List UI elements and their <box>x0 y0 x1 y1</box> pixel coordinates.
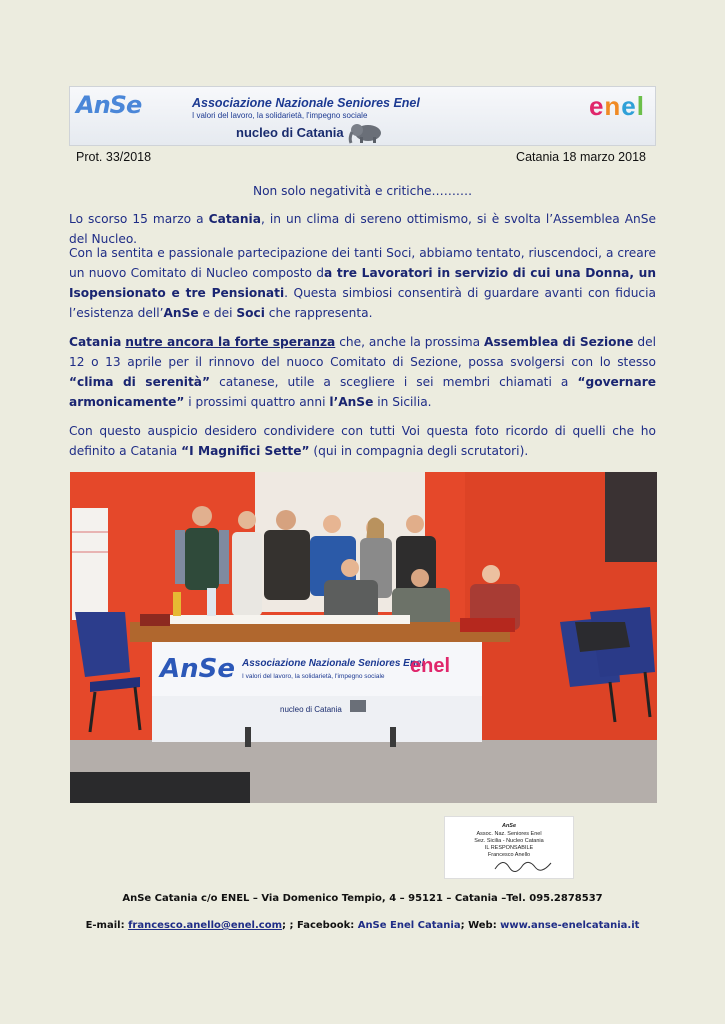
paragraph-2: Con la sentita e passionale partecipazione dei tanti Soci, abbiamo tentato, riuscendoci, a creare un nuovo Comitato di Nucleo composto da tre Lavoratori in servizio di cui una Donna, un Isopensionato e tre Pensionati. Questa simbiosi consentirà di guardare avanti con fiducia l’esistenza dell’AnSe e dei Soci che rappresenta. <box>69 246 656 320</box>
web-link[interactable]: www.anse-enelcatania.it <box>500 920 640 931</box>
signature-stamp: AnSe Assoc. Naz. Seniores Enel Sez. Sicilia - Nucleo Catania IL RESPONSABILE Francesco Anello <box>444 816 574 879</box>
header-banner <box>69 86 656 146</box>
photo-banner-subtitle: I valori del lavoro, la solidarietà, l'impegno sociale <box>242 673 385 680</box>
group-photo <box>70 472 657 803</box>
subject-line: Non solo negatività e critiche………. <box>252 184 472 198</box>
facebook-link[interactable]: AnSe Enel Catania <box>357 920 461 931</box>
photo-banner-enel: enel <box>410 655 451 677</box>
paragraph-3: Catania nutre ancora la forte speranza che, anche la prossima Assemblea di Sezione del 12 o 13 aprile per il rinnovo del nuoco Comitato di Sezione, possa svolgersi con lo stesso “clima di serenità” catanese, utile a scegliere i sei membri chiamati a “governare armonicamente” i prossimi quattro anni l’AnSe in Sicilia. <box>69 335 657 409</box>
photo-banner-name: Associazione Nazionale Seniores Enel <box>242 658 425 669</box>
elephant-icon <box>348 122 386 144</box>
protocol-number: Prot. 33/2018 <box>76 150 152 164</box>
group-photo-illustration <box>70 472 657 803</box>
signature-scribble <box>493 855 553 875</box>
letter-date: Catania 18 marzo 2018 <box>516 150 646 164</box>
paragraph-4: Con questo auspicio desidero condividere con tutti Voi questa foto ricordo di quelli che ho definito a Catania “I Magnifici Sette” (qui in compagnia degli scrutatori). <box>69 424 656 458</box>
footer-address: AnSe Catania c/o ENEL – Via Domenico Tempio, 4 – 95121 – Catania –Tel. 095.2878537 <box>122 893 603 904</box>
association-name: Associazione Nazionale Seniores Enel <box>192 96 420 110</box>
photo-banner-logo: AnSe <box>160 654 235 684</box>
anse-logo: AnSe <box>76 91 142 119</box>
enel-logo: enel <box>588 91 645 121</box>
email-link[interactable]: francesco.anello@enel.com <box>128 920 282 931</box>
photo-banner-nucleo: nucleo di Catania <box>280 705 342 714</box>
association-subtitle: I valori del lavoro, la solidarietà, l'impegno sociale <box>192 111 368 120</box>
footer-contacts: E-mail: francesco.anello@enel.com; ; Facebook: AnSe Enel Catania; Web: www.anse-enelcatania.it <box>85 920 640 931</box>
paragraph-1: Lo scorso 15 marzo a Catania, in un clima di sereno ottimismo, si è svolta l’Assemblea AnSe del Nucleo. <box>69 212 656 246</box>
nucleo-title: nucleo di Catania <box>236 125 344 140</box>
